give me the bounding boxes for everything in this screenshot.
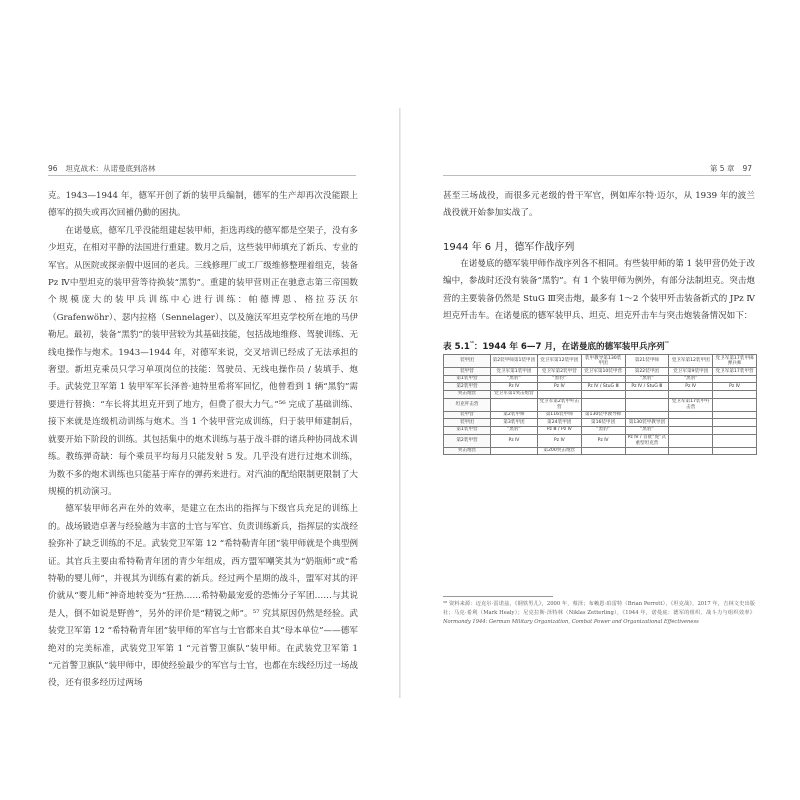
table-cell: 党卫军第9装甲团 — [669, 368, 713, 376]
table-cell: 党卫军第12装甲团 — [537, 355, 581, 368]
table-cell — [581, 375, 625, 383]
left-header-rule — [48, 175, 356, 176]
table-row-header: 第1装甲营 — [444, 426, 491, 434]
table-row-header: 装甲团 — [444, 355, 491, 368]
table-row — [444, 355, 757, 368]
table-cell: 党卫军第10装甲营 — [581, 368, 625, 376]
footnote-text: ⁵⁸ 资料来源：迈克尔·雷诺兹，《钢铁男儿》，2000 年，蔡泽；布赖恩·珀雷特（Brian Perrett），《坦克战》，2017 年，吉林文史出版社；马克·希利（Mark Healy）；尼克拉斯·泽特林（Niklas Zetterling），《1944 年，诺曼底：德军的组织、战斗力与组织效率》 — [443, 601, 755, 616]
right-running-head — [710, 163, 752, 174]
table-cell: 党卫军第2装甲歼击营 — [537, 398, 581, 411]
table-cell — [713, 398, 757, 411]
table-cell: “黑豹” — [490, 375, 537, 383]
table-row — [444, 434, 757, 447]
left-running-title: 坦克战术：从诺曼底到洛林 — [65, 164, 156, 173]
table-row-header: 第1装甲营 — [444, 375, 491, 383]
table-cell: 第130装甲教导团 — [625, 419, 669, 427]
table-cell — [669, 447, 713, 455]
table-cell — [625, 447, 669, 455]
table-row-header: 第2装甲营 — [444, 383, 491, 391]
table-cell: “黑豹” — [537, 375, 581, 383]
table-cell: 装甲教导第130装甲团 — [581, 355, 625, 368]
table-title-ref: ⁵⁸ — [469, 341, 474, 348]
table-cell: 第21装甲师 — [625, 355, 669, 368]
table-cell: 第3装甲团 — [490, 419, 537, 427]
table-row — [444, 390, 757, 398]
table-cell — [625, 411, 669, 419]
table-cell: Pz Ⅳ / StuG Ⅲ — [581, 383, 625, 391]
table-row — [444, 426, 757, 434]
table-row — [444, 375, 757, 383]
table-cell: Pz Ⅳ — [713, 383, 757, 391]
footnote-source-title: Normandy 1944: German Military Organization, Combat Power and Organizational Effectiveness — [443, 619, 699, 625]
table-cell — [490, 398, 537, 411]
right-chapter-label: 第 5 章 — [709, 164, 735, 173]
table-cell — [713, 434, 757, 447]
table-cell — [669, 426, 713, 434]
left-paragraph-3: 德军装甲师名声在外的效率，是建立在杰出的指挥与下级官兵充足的训练上的。战场锻造卓著与经验越为丰富的士官与军官、负责训练新兵，指挥层的实战经验弥补了缺乏训练的不足。武装党卫军第 12 “希特勒青年团”装甲师就是个典型例证。其官兵主要由希特勒青年团的青少年组成，西方盟军嘲笑其为“奶瓶师”或“希特勒的婴儿师”，并视其为训练有素的新兵。经过两个星期的战斗，盟军对其的评价就从“婴儿师”神奇地转变为“狂热……希特勒最宠爱的恐怖分子军团……与其说是人，倒不如说是野兽”，另外的评价是“精锐之师”。⁵⁷ 究其原因仍然是经验。武装党卫军第 12 “希特勒青年团”装甲师的军官与士官都来自其“母本单位”——德军绝对的完美标准，武装党卫军第 1 “元首警卫旗队”装甲师。在武装党卫军第 1 “元首警卫旗队”装甲师中，即使经验最少的军官与士官，也都在东线经历过一场战役，还有很多经历过两场 — [48, 504, 358, 689]
table-cell: Pz Ⅳ / 首批“虎”式重型坦克营 — [625, 434, 669, 447]
table-cell: “黑豹” — [581, 426, 625, 434]
table-title-ref-2: ⁴⁰ — [664, 341, 669, 348]
table-cell — [669, 411, 713, 419]
table-body — [444, 355, 757, 455]
right-continuation — [443, 188, 755, 223]
table-row-header: 装甲营 — [444, 411, 491, 419]
table-cell — [713, 390, 757, 398]
table-title-label: 表 5.1 — [443, 342, 470, 352]
table-cell: 党卫军第1突击炮营 — [490, 390, 537, 398]
left-body-text — [48, 188, 358, 693]
left-page-number: 96 — [48, 164, 58, 173]
table-cell: 第24装甲团 — [537, 419, 581, 427]
table-cell — [669, 434, 713, 447]
table-cell — [713, 419, 757, 427]
table-cell: Pz Ⅳ — [537, 434, 581, 447]
section-intro — [443, 256, 755, 326]
table-cell: “黑豹” — [490, 426, 537, 434]
order-of-battle-table — [443, 354, 757, 455]
table-cell: 第2装甲师 — [490, 411, 537, 419]
table-cell: “黑豹” — [669, 375, 713, 383]
table-cell — [669, 419, 713, 427]
table-cell: Pz Ⅳ / StuG Ⅲ — [625, 383, 669, 391]
table-cell: “黑豹” — [625, 426, 669, 434]
book-gutter — [399, 108, 401, 698]
table-cell: 第2装甲师第1装甲团 — [490, 355, 537, 368]
table-cell: 党卫军第17装甲歼击营 — [669, 398, 713, 411]
table-row-header: 突击炮营 — [444, 390, 491, 398]
table-row-header: 坦克歼击营 — [444, 398, 491, 411]
table-cell: 第200突击炮营 — [537, 447, 581, 455]
table-row — [444, 419, 757, 427]
table-row — [444, 368, 757, 376]
table-cell: Pz Ⅳ — [669, 383, 713, 391]
table-cell: 党卫军第1装甲团 — [490, 368, 537, 376]
table-row-header: 第2装甲营 — [444, 434, 491, 447]
table-row-header: 装甲团 — [444, 419, 491, 427]
right-header-rule — [443, 175, 751, 176]
table-cell — [537, 390, 581, 398]
table-row — [444, 398, 757, 411]
table-cell — [713, 411, 757, 419]
table-cell — [625, 390, 669, 398]
footnote — [443, 600, 755, 627]
right-continuation-text: 甚至三场战役，而很多元老级的骨干军官，例如库尔特·迈尔，从 1939 年的波兰战役就开始参加实战了。 — [443, 191, 755, 219]
table-row-header: 装甲营 — [444, 368, 491, 376]
table-cell: 党卫军第17装甲营 — [713, 368, 757, 376]
table-cell — [713, 375, 757, 383]
table-row — [444, 383, 757, 391]
left-paragraph-2: 在诺曼底，德军几乎没能组建起装甲师，拒选再线的德军都是空架子，没有多少坦克，在相对平静的法国进行重建。数月之后，这些装甲师填充了新兵、专业的军官。从医院或探亲假中返回的老兵。三线修理厂或工厂级维修整理着组克，装备 Pz Ⅳ中型坦克的装甲营等待换装“黑豹”。重建的装甲营则正在驰意志第三帝国数个规模庞大的装甲兵训练中心进行训练：帕德博恩、格拉芬沃尔（Grafenwöhr）、瑟内拉格（Sennelager）、以及施沃军坦克学校所在地的马伊勒尼。最初，装备“黑豹”的装甲营较为其基础技能，包括战地维修、驾驶训练、无线电操作与炮术。1943—1944 年，对德军来说，交叉培训已经成了无法承担的奢望。新坦克乘员只学习单项岗位的技能：驾驶员、无线电操作员 / 装填手、炮手。武装党卫军第 1 装甲军军长泽普·迪特里希将军回忆，他曾看到 1 辆“黑豹”需要进行替换：“车长将其坦克开到了地方，但费了很大力气。”⁵⁶ 完成了基础训练、接下来就是连级机动训练与炮术。当 1 个装甲营完成训练，归于装甲师建制后，就要开始下阶段的训练。其包括集中的炮术训练与基于战斗群的诸兵种协同战术训练。教练弹奇缺：每个乘员平均每月只能发射 5 发。几乎没有进行过炮术训练，为数不多的炮术训练也只能基于库存的弹药来进行。对汽油的配给限制更限制了大规模的机动演习。 — [48, 225, 358, 497]
table-cell: Pz Ⅳ — [537, 383, 581, 391]
right-page-number: 97 — [742, 164, 752, 173]
table-cell — [490, 447, 537, 455]
left-paragraph-1: 克。1943—1944 年，德军开创了新的装甲兵编制，德军的生产却再次没能跟上德军的损失或再次回補仍動的困执。 — [48, 191, 358, 219]
table-cell: Pz Ⅲ / Pz Ⅳ — [537, 426, 581, 434]
table-cell: 党卫军第2装甲营 — [537, 368, 581, 376]
table-title — [443, 340, 669, 352]
table-cell: 第130装甲教导师 — [581, 411, 625, 419]
table-title-caption: ：1944 年 6—7 月，在诺曼底的德军装甲兵序列 — [473, 342, 665, 352]
section-intro-text: 在诺曼底的德军装甲师作战序列各不相同。有些装甲师的第 1 装甲营仍处于改编中，参战时还没有装备“黑豹”。有 1 个装甲师为例外，有部分法制坦克。突击炮营的主要装备仍然是 StuG Ⅲ突击炮，最多有 1～2 个装甲歼击装备新式的 JPz Ⅳ坦克歼击车。在诺曼底的德军装甲兵、坦克、坦克歼击车与突击炮装备情况如下： — [443, 259, 755, 322]
table-cell: “黑豹” — [625, 375, 669, 383]
table-cell: 第16装甲团 — [581, 419, 625, 427]
footnote-rule — [443, 596, 553, 597]
table-cell: Pz Ⅳ — [490, 434, 537, 447]
table-cell: Pz Ⅳ — [490, 383, 537, 391]
table-cell — [713, 447, 757, 455]
table-cell: 第22装甲团 — [625, 368, 669, 376]
table-row — [444, 447, 757, 455]
left-running-head — [48, 163, 156, 174]
table-cell: 第116装甲师 — [537, 411, 581, 419]
section-title: 1944 年 6 月，德军作战序列 — [443, 242, 575, 253]
table-cell — [581, 390, 625, 398]
table-row — [444, 411, 757, 419]
table-cell — [581, 398, 625, 411]
table-cell: 党卫军第12装甲团 — [669, 355, 713, 368]
table-cell: 党卫军第17装甲掷弹兵师 — [713, 355, 757, 368]
table-cell — [581, 447, 625, 455]
table-cell: Pz Ⅳ — [581, 434, 625, 447]
table-cell — [669, 390, 713, 398]
table-row-header: 突击炮营 — [444, 447, 491, 455]
table-cell — [713, 426, 757, 434]
table-cell — [625, 398, 669, 411]
